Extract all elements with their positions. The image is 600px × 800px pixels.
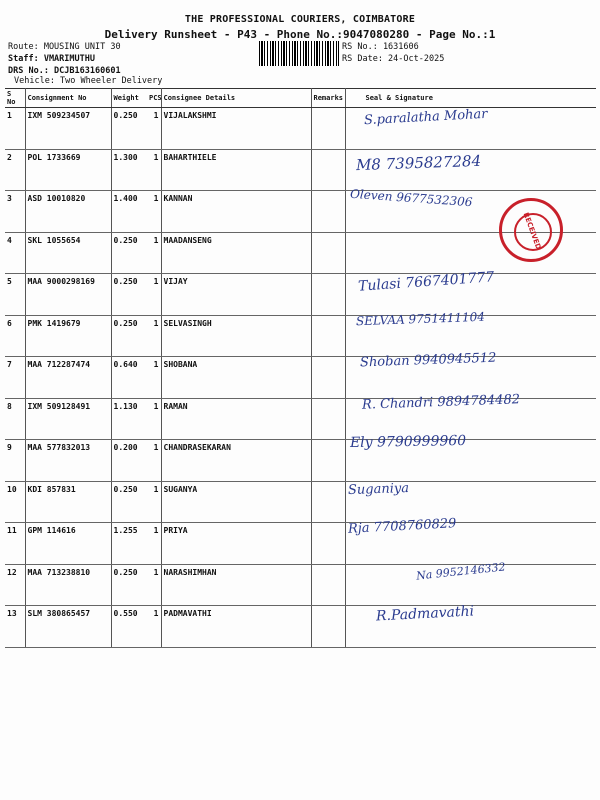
table-row bbox=[5, 398, 596, 440]
row-remarks bbox=[311, 108, 345, 150]
handwritten-signature: R.Padmavathi bbox=[375, 603, 474, 625]
row-pcs: 1 bbox=[147, 149, 161, 191]
row-pcs: 1 bbox=[147, 274, 161, 316]
row-sno: 8 bbox=[5, 398, 25, 440]
row-weight: 0.250 bbox=[111, 564, 147, 606]
row-remarks bbox=[311, 315, 345, 357]
handwritten-signature: Rja 7708760829 bbox=[347, 516, 457, 537]
handwritten-signature: Ely 9790999960 bbox=[349, 432, 466, 452]
row-pcs: 1 bbox=[147, 440, 161, 482]
col-header-remarks: Remarks bbox=[311, 89, 345, 108]
handwritten-signature: Oleven 9677532306 bbox=[349, 186, 473, 210]
row-pcs: 1 bbox=[147, 191, 161, 233]
row-weight: 1.255 bbox=[111, 523, 147, 565]
row-consignment: IXM 509128491 bbox=[25, 398, 111, 440]
drs-number: DRS No.: DCJB163160601 bbox=[8, 66, 121, 76]
row-consignee: MAADANSENG bbox=[161, 232, 311, 274]
row-consignee: SHOBANA bbox=[161, 357, 311, 399]
received-stamp bbox=[499, 198, 563, 262]
row-sno: 13 bbox=[5, 606, 25, 648]
row-pcs: 1 bbox=[147, 481, 161, 523]
row-consignment: MAA 577832013 bbox=[25, 440, 111, 482]
row-remarks bbox=[311, 149, 345, 191]
row-weight: 0.200 bbox=[111, 440, 147, 482]
row-consignee: RAMAN bbox=[161, 398, 311, 440]
row-pcs: 1 bbox=[147, 315, 161, 357]
row-weight: 0.550 bbox=[111, 606, 147, 648]
row-consignee: PRIYA bbox=[161, 523, 311, 565]
handwritten-signature: S.paralatha Mohar bbox=[363, 106, 488, 129]
row-weight: 0.250 bbox=[111, 315, 147, 357]
row-remarks bbox=[311, 191, 345, 233]
row-pcs: 1 bbox=[147, 564, 161, 606]
row-remarks bbox=[311, 606, 345, 648]
row-sno: 9 bbox=[5, 440, 25, 482]
row-pcs: 1 bbox=[147, 357, 161, 399]
row-sno: 7 bbox=[5, 357, 25, 399]
table-row bbox=[5, 564, 596, 606]
rs-number: RS No.: 1631606 bbox=[342, 42, 419, 52]
table-row bbox=[5, 440, 596, 482]
barcode-graphic bbox=[259, 41, 339, 66]
table-row bbox=[5, 606, 596, 648]
row-pcs: 1 bbox=[147, 398, 161, 440]
table-row bbox=[5, 481, 596, 523]
handwritten-signature: SELVAA 9751411104 bbox=[355, 309, 485, 328]
table-row bbox=[5, 315, 596, 357]
row-pcs: 1 bbox=[147, 108, 161, 150]
col-header-pcs: PCS bbox=[147, 89, 161, 108]
row-consignment: MAA 712287474 bbox=[25, 357, 111, 399]
table-row bbox=[5, 108, 596, 150]
row-remarks bbox=[311, 398, 345, 440]
row-consignment: SLM 380865457 bbox=[25, 606, 111, 648]
row-consignee: VIJAY bbox=[161, 274, 311, 316]
row-weight: 0.250 bbox=[111, 232, 147, 274]
row-sno: 1 bbox=[5, 108, 25, 150]
row-weight: 0.250 bbox=[111, 108, 147, 150]
row-consignee: SUGANYA bbox=[161, 481, 311, 523]
row-signature bbox=[345, 269, 596, 316]
row-signature bbox=[345, 108, 596, 150]
row-pcs: 1 bbox=[147, 606, 161, 648]
row-weight: 0.640 bbox=[111, 357, 147, 399]
table-row bbox=[5, 523, 596, 565]
row-signature bbox=[345, 391, 596, 440]
row-consignment: MAA 713238810 bbox=[25, 564, 111, 606]
stamp-text: RECEIVED bbox=[521, 211, 543, 251]
col-header-consignee: Consignee Details bbox=[161, 89, 311, 108]
company-title: THE PROFESSIONAL COURIERS, COIMBATORE bbox=[184, 14, 416, 25]
row-remarks bbox=[311, 232, 345, 274]
handwritten-signature: Suganiya bbox=[347, 480, 409, 498]
handwritten-signature: Tulasi 7667401777 bbox=[357, 269, 495, 295]
row-weight: 1.130 bbox=[111, 398, 147, 440]
table-row bbox=[5, 149, 596, 191]
row-consignee: VIJALAKSHMI bbox=[161, 108, 311, 150]
row-signature bbox=[345, 350, 596, 399]
row-pcs: 1 bbox=[147, 232, 161, 274]
handwritten-signature: M8 7395827284 bbox=[355, 151, 481, 174]
row-weight: 1.300 bbox=[111, 149, 147, 191]
row-signature bbox=[345, 603, 596, 648]
col-header-consignment: Consignment No bbox=[25, 89, 111, 108]
row-consignee: NARASHIMHAN bbox=[161, 564, 311, 606]
route-text: Route: MOUSING UNIT 30 bbox=[8, 42, 121, 52]
row-consignment: POL 1733669 bbox=[25, 149, 111, 191]
row-sno: 2 bbox=[5, 149, 25, 191]
runsheet-meta-right bbox=[342, 41, 444, 65]
rs-date: RS Date: 24-Oct-2025 bbox=[342, 54, 445, 64]
runsheet-subtitle: Delivery Runsheet - P43 - Phone No.:9047080280 - Page No.:1 bbox=[104, 28, 496, 41]
row-pcs: 1 bbox=[147, 523, 161, 565]
handwritten-signature: Shoban 9940945512 bbox=[359, 350, 497, 371]
row-consignment: GPM 114616 bbox=[25, 523, 111, 565]
row-sno: 10 bbox=[5, 481, 25, 523]
runsheet-meta-left bbox=[8, 41, 121, 77]
row-consignee: PADMAVATHI bbox=[161, 606, 311, 648]
row-consignment: KDI 857831 bbox=[25, 481, 111, 523]
row-signature bbox=[345, 309, 596, 357]
vehicle-text: Vehicle: Two Wheeler Delivery bbox=[14, 76, 163, 86]
staff-text: Staff: VMARIMUTHU bbox=[8, 54, 95, 64]
row-weight: 1.400 bbox=[111, 191, 147, 233]
row-consignee: KANNAN bbox=[161, 191, 311, 233]
row-signature bbox=[345, 516, 596, 565]
row-remarks bbox=[311, 481, 345, 523]
row-consignee: BAHARTHIELE bbox=[161, 149, 311, 191]
row-remarks bbox=[311, 357, 345, 399]
row-signature bbox=[345, 149, 596, 191]
row-signature bbox=[345, 432, 596, 482]
row-remarks bbox=[311, 523, 345, 565]
row-consignment: MAA 9000298169 bbox=[25, 274, 111, 316]
row-sno: 3 bbox=[5, 191, 25, 233]
table-row bbox=[5, 274, 596, 316]
row-consignment: SKL 1055654 bbox=[25, 232, 111, 274]
row-consignment: ASD 10010820 bbox=[25, 191, 111, 233]
row-sno: 11 bbox=[5, 523, 25, 565]
col-header-sno: S No bbox=[5, 89, 25, 108]
row-remarks bbox=[311, 274, 345, 316]
col-header-signature: Seal & Signature bbox=[345, 89, 596, 108]
col-header-weight: Weight bbox=[111, 89, 147, 108]
row-signature bbox=[345, 559, 596, 606]
delivery-table bbox=[5, 88, 596, 648]
handwritten-signature: R. Chandri 9894784482 bbox=[361, 391, 520, 413]
row-sno: 12 bbox=[5, 564, 25, 606]
table-header-row bbox=[5, 89, 596, 108]
row-remarks bbox=[311, 440, 345, 482]
row-consignment: PMK 1419679 bbox=[25, 315, 111, 357]
row-weight: 0.250 bbox=[111, 274, 147, 316]
row-consignee: SELVASINGH bbox=[161, 315, 311, 357]
handwritten-signature: Na 9952146332 bbox=[415, 559, 506, 583]
row-consignment: IXM 509234507 bbox=[25, 108, 111, 150]
row-signature bbox=[345, 481, 596, 523]
row-sno: 6 bbox=[5, 315, 25, 357]
row-weight: 0.250 bbox=[111, 481, 147, 523]
row-remarks bbox=[311, 564, 345, 606]
row-consignee: CHANDRASEKARAN bbox=[161, 440, 311, 482]
row-sno: 5 bbox=[5, 274, 25, 316]
row-sno: 4 bbox=[5, 232, 25, 274]
